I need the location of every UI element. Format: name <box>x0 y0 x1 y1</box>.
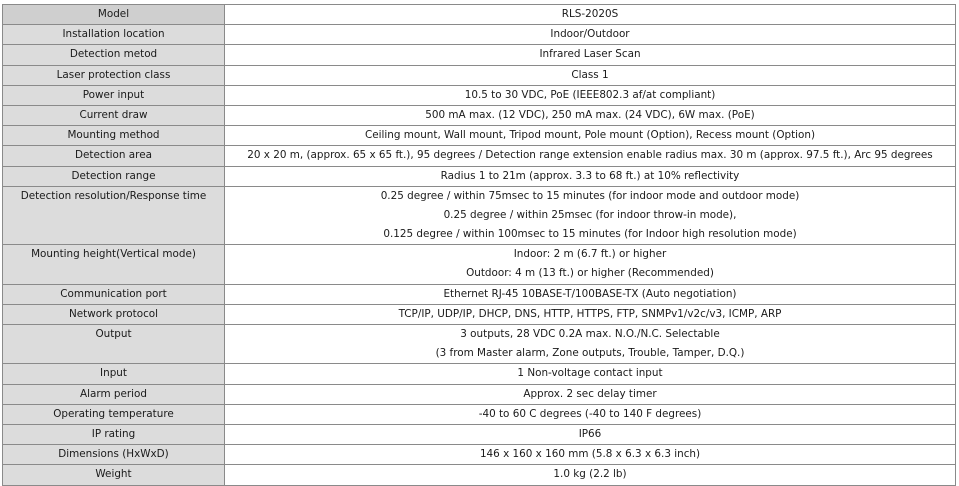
spec-value-line: 3 outputs, 28 VDC 0.2A max. N.O./N.C. Selectable <box>460 328 720 340</box>
spec-value-line: 20 x 20 m, (approx. 65 x 65 ft.), 95 degrees / Detection range extension enable radius max. 30 m (approx. 97.5 ft.), Arc 95 degrees <box>247 149 933 162</box>
spec-value-line: 146 x 160 x 160 mm (5.8 x 6.3 x 6.3 inch) <box>479 448 701 461</box>
spec-value-line: Class 1 <box>571 68 609 81</box>
spec-value-line: 0.25 degree / within 75msec to 15 minutes (for indoor mode and outdoor mode) <box>380 189 800 202</box>
spec-value-line: Indoor/Outdoor <box>550 28 630 41</box>
spec-value-line: Ethernet RJ-45 10BASE-T/100BASE-TX (Auto negotiation) <box>443 287 737 300</box>
spec-row <box>3 465 956 485</box>
spec-label: Detection range <box>3 166 225 186</box>
spec-value <box>225 166 956 186</box>
spec-value <box>225 325 956 364</box>
spec-value <box>225 105 956 125</box>
spec-value-line: 0.125 degree / within 100msec to 15 minutes (for Indoor high resolution mode) <box>383 228 797 241</box>
spec-label: Detection area <box>3 146 225 166</box>
spec-row <box>3 284 956 304</box>
spec-value <box>225 404 956 424</box>
spec-value-line: Ceiling mount, Wall mount, Tripod mount, Pole mount (Option), Recess mount (Option) <box>364 129 816 142</box>
spec-value <box>225 445 956 465</box>
spec-row <box>3 105 956 125</box>
spec-row <box>3 65 956 85</box>
specification-table-body <box>3 5 956 486</box>
spec-label: Output <box>3 325 225 364</box>
spec-value-line: Infrared Laser Scan <box>539 48 641 61</box>
spec-label: Dimensions (HxWxD) <box>3 445 225 465</box>
specification-table <box>2 4 956 486</box>
spec-row <box>3 186 956 245</box>
spec-value-line: 1.0 kg (2.2 lb) <box>553 468 627 481</box>
spec-value <box>225 186 956 245</box>
spec-row <box>3 166 956 186</box>
spec-value-line: -40 to 60 C degrees (-40 to 140 F degrees) <box>478 407 702 420</box>
spec-row <box>3 25 956 45</box>
spec-label: Installation location <box>3 25 225 45</box>
spec-label: Mounting method <box>3 126 225 146</box>
spec-label: Communication port <box>3 284 225 304</box>
spec-value-line: Radius 1 to 21m (approx. 3.3 to 68 ft.) at 10% reflectivity <box>440 169 740 182</box>
spec-value-line: Indoor: 2 m (6.7 ft.) or higher <box>513 248 667 261</box>
spec-label: Input <box>3 364 225 384</box>
spec-value <box>225 126 956 146</box>
spec-value <box>225 65 956 85</box>
spec-label: Operating temperature <box>3 404 225 424</box>
spec-value <box>225 85 956 105</box>
spec-value <box>225 25 956 45</box>
spec-value-line: IP66 <box>578 427 602 440</box>
spec-row <box>3 85 956 105</box>
spec-value-line: Outdoor: 4 m (13 ft.) or higher (Recommended) <box>466 267 714 280</box>
spec-row <box>3 404 956 424</box>
spec-label: Laser protection class <box>3 65 225 85</box>
spec-value <box>225 424 956 444</box>
spec-row <box>3 304 956 324</box>
spec-row <box>3 5 956 25</box>
spec-label: Network protocol <box>3 304 225 324</box>
spec-label: Alarm period <box>3 384 225 404</box>
spec-row <box>3 146 956 166</box>
spec-label: Current draw <box>3 105 225 125</box>
spec-label: Model <box>3 5 225 25</box>
spec-value <box>225 304 956 324</box>
spec-row <box>3 325 956 364</box>
spec-row <box>3 364 956 384</box>
spec-value <box>225 5 956 25</box>
spec-value <box>225 45 956 65</box>
spec-value-line: RLS-2020S <box>561 8 619 20</box>
spec-label: Mounting height(Vertical mode) <box>3 245 225 284</box>
spec-label: IP rating <box>3 424 225 444</box>
spec-value <box>225 384 956 404</box>
spec-value <box>225 465 956 485</box>
spec-label: Weight <box>3 465 225 485</box>
spec-row <box>3 445 956 465</box>
spec-label: Detection metod <box>3 45 225 65</box>
spec-value-line: 10.5 to 30 VDC, PoE (IEEE802.3 af/at compliant) <box>464 88 716 101</box>
spec-value-line: (3 from Master alarm, Zone outputs, Trouble, Tamper, D.Q.) <box>435 347 745 360</box>
spec-value-line: TCP/IP, UDP/IP, DHCP, DNS, HTTP, HTTPS, FTP, SNMPv1/v2c/v3, ICMP, ARP <box>398 307 782 320</box>
spec-value-line: 0.25 degree / within 25msec (for indoor throw-in mode), <box>443 208 737 221</box>
spec-label: Power input <box>3 85 225 105</box>
spec-value <box>225 284 956 304</box>
spec-value <box>225 364 956 384</box>
spec-value <box>225 245 956 284</box>
spec-row <box>3 384 956 404</box>
spec-value-line: 1 Non-voltage contact input <box>517 367 663 380</box>
spec-sheet <box>2 4 955 486</box>
spec-row <box>3 424 956 444</box>
spec-row <box>3 245 956 284</box>
spec-value <box>225 146 956 166</box>
spec-value-line: Approx. 2 sec delay timer <box>523 387 657 400</box>
spec-label: Detection resolution/Response time <box>3 186 225 245</box>
spec-value-line: 500 mA max. (12 VDC), 250 mA max. (24 VDC), 6W max. (PoE) <box>425 108 755 121</box>
spec-row <box>3 126 956 146</box>
spec-row <box>3 45 956 65</box>
